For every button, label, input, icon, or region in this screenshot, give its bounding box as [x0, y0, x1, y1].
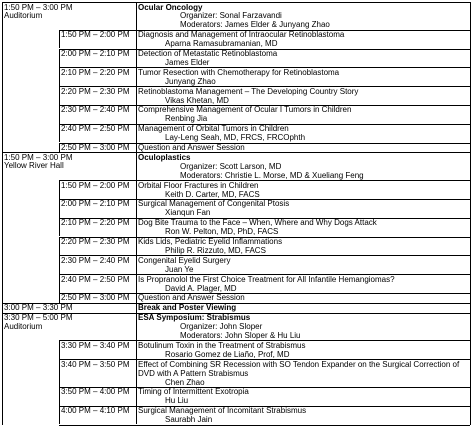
column-divider [59, 406, 60, 425]
column-divider [59, 105, 60, 124]
talk-time: 2:00 PM – 2:10 PM [61, 49, 130, 58]
talk-time: 2:50 PM – 3:00 PM [61, 293, 130, 303]
column-divider [59, 124, 60, 143]
talk-speaker: Aparna Ramasubramanian, MD [165, 39, 278, 49]
talk-title: Question and Answer Session [138, 143, 245, 152]
talk-time: 1:50 PM – 2:00 PM [61, 180, 130, 190]
talk-speaker: Juan Ye [165, 264, 194, 274]
talk-time: 2:10 PM – 2:20 PM [61, 218, 130, 228]
column-divider [59, 340, 60, 359]
talk-time: 2:00 PM – 2:10 PM [61, 199, 130, 209]
session-time: 1:50 PM – 3:00 PM [4, 152, 73, 162]
column-divider [136, 303, 137, 313]
session-time: 3:00 PM – 3:30 PM [4, 303, 73, 313]
session-meta: Organizer: John Sloper [180, 322, 263, 332]
talk-speaker: David A. Plager, MD [165, 283, 237, 293]
talk-title: Diagnosis and Management of Intraocular Retinoblastoma [138, 30, 345, 40]
talk-speaker: Junyang Zhao [165, 76, 216, 86]
talk-title: Surgical Management of Incomitant Strabismus [138, 406, 307, 416]
talk-time: 3:50 PM – 4:00 PM [61, 387, 130, 397]
talk-time: 2:20 PM – 2:30 PM [61, 237, 130, 246]
talk-title: Orbital Floor Fractures in Children [138, 180, 259, 190]
talk-speaker: Ron W. Pelton, MD, PhD, FACS [165, 227, 279, 237]
talk-speaker: Rosario Gomez de Liaño, Prof, MD [165, 349, 290, 359]
talk-speaker: Saurabh Jain [165, 415, 213, 425]
talk-time: 3:30 PM – 3:40 PM [61, 340, 130, 350]
column-divider [59, 180, 60, 199]
table-left-border [2, 2, 3, 425]
talk-time: 3:40 PM – 3:50 PM [61, 359, 130, 369]
talk-speaker: Chen Zhao [165, 377, 205, 387]
session-meta: Moderators: James Elder & Junyang Zhao [180, 20, 330, 30]
talk-title: Tumor Resection with Chemotherapy for Retinoblastoma [138, 67, 340, 77]
talk-title: Kids Lids, Pediatric Eyelid Inflammations [138, 237, 283, 246]
column-divider [136, 2, 137, 152]
talk-title: Management of Orbital Tumors in Children [138, 124, 289, 134]
talk-speaker: Philip R. Rizzuto, MD, FACS [165, 245, 266, 255]
column-divider [59, 218, 60, 237]
column-divider [59, 237, 60, 256]
column-divider [59, 143, 60, 153]
column-divider [59, 86, 60, 105]
talk-time: 2:30 PM – 2:40 PM [61, 255, 130, 265]
session-time: 1:50 PM – 3:00 PM [4, 2, 73, 12]
column-divider [59, 359, 60, 387]
talk-speaker: Lay-Leng Seah, MD, FRCS, FRCOphth [165, 133, 306, 143]
talk-time: 2:40 PM – 2:50 PM [61, 274, 130, 284]
column-divider [59, 199, 60, 218]
talk-time: 4:00 PM – 4:10 PM [61, 406, 130, 416]
session-meta: Moderators: John Sloper & Hu Liu [180, 331, 301, 340]
column-divider [136, 313, 137, 425]
talk-title: Botulinum Toxin in the Treatment of Strabismus [138, 340, 306, 350]
talk-title: Timing of Intermittent Exotropia [138, 387, 249, 397]
talk-title: Is Propranolol the First Choice Treatment for All Infantile Hemangiomas? [138, 274, 395, 284]
talk-speaker: Hu Liu [165, 396, 189, 406]
talk-time: 1:50 PM – 2:00 PM [61, 30, 130, 40]
column-divider [59, 274, 60, 293]
session-location: Auditorium [4, 321, 43, 331]
column-divider [59, 293, 60, 303]
talk-title: Retinoblastoma Management – The Developing Country Story [138, 86, 359, 96]
talk-speaker: James Elder [165, 57, 210, 67]
session-time: 3:30 PM – 5:00 PM [4, 313, 73, 323]
talk-time: 2:40 PM – 2:50 PM [61, 124, 130, 134]
talk-title: Congenital Eyelid Surgery [138, 255, 231, 265]
talk-time: 2:50 PM – 3:00 PM [61, 143, 130, 152]
row-divider [59, 425, 470, 426]
column-divider [136, 152, 137, 302]
session-location: Yellow River Hall [4, 161, 64, 171]
talk-title: Effect of Combining SR Recession with SO Tendon Expander on the Surgical Correction of [138, 359, 460, 369]
session-meta: Moderators: Christie L. Morse, MD & Xueliang Feng [180, 170, 364, 180]
talk-title: Detection of Metastatic Retinoblastoma [138, 49, 278, 58]
session-title: ESA Symposium: Strabismus [138, 313, 251, 323]
column-divider [59, 67, 60, 86]
talk-title: Question and Answer Session [138, 293, 245, 303]
talk-title: Surgical Management of Congenital Ptosis [138, 199, 290, 209]
session-meta: Organizer: Sonal Farzavandi [180, 11, 282, 21]
talk-speaker: Xianqun Fan [165, 208, 211, 218]
session-title: Break and Poster Viewing [138, 303, 237, 313]
column-divider [59, 30, 60, 49]
talk-time: 2:30 PM – 2:40 PM [61, 105, 130, 115]
session-meta: Organizer: Scott Larson, MD [180, 161, 282, 171]
column-divider [59, 255, 60, 274]
talk-speaker: Keith D. Carter, MD, FACS [165, 189, 260, 199]
talk-time: 2:10 PM – 2:20 PM [61, 67, 130, 77]
talk-title: DVD with A Pattern Strabismus [138, 368, 249, 378]
column-divider [59, 49, 60, 68]
session-location: Auditorium [4, 10, 43, 20]
talk-title: Dog Bite Trauma to the Face – When, Where and Why Dogs Attack [138, 218, 377, 228]
table-right-border [470, 2, 471, 425]
session-title: Oculoplastics [138, 152, 191, 162]
session-title: Ocular Oncology [138, 2, 203, 12]
talk-speaker: Vikas Khetan, MD [165, 95, 229, 105]
talk-time: 2:20 PM – 2:30 PM [61, 86, 130, 96]
column-divider [59, 387, 60, 406]
talk-speaker: Renbing Jia [165, 114, 208, 124]
talk-title: Comprehensive Management of Ocular I Tumors in Children [138, 105, 352, 115]
